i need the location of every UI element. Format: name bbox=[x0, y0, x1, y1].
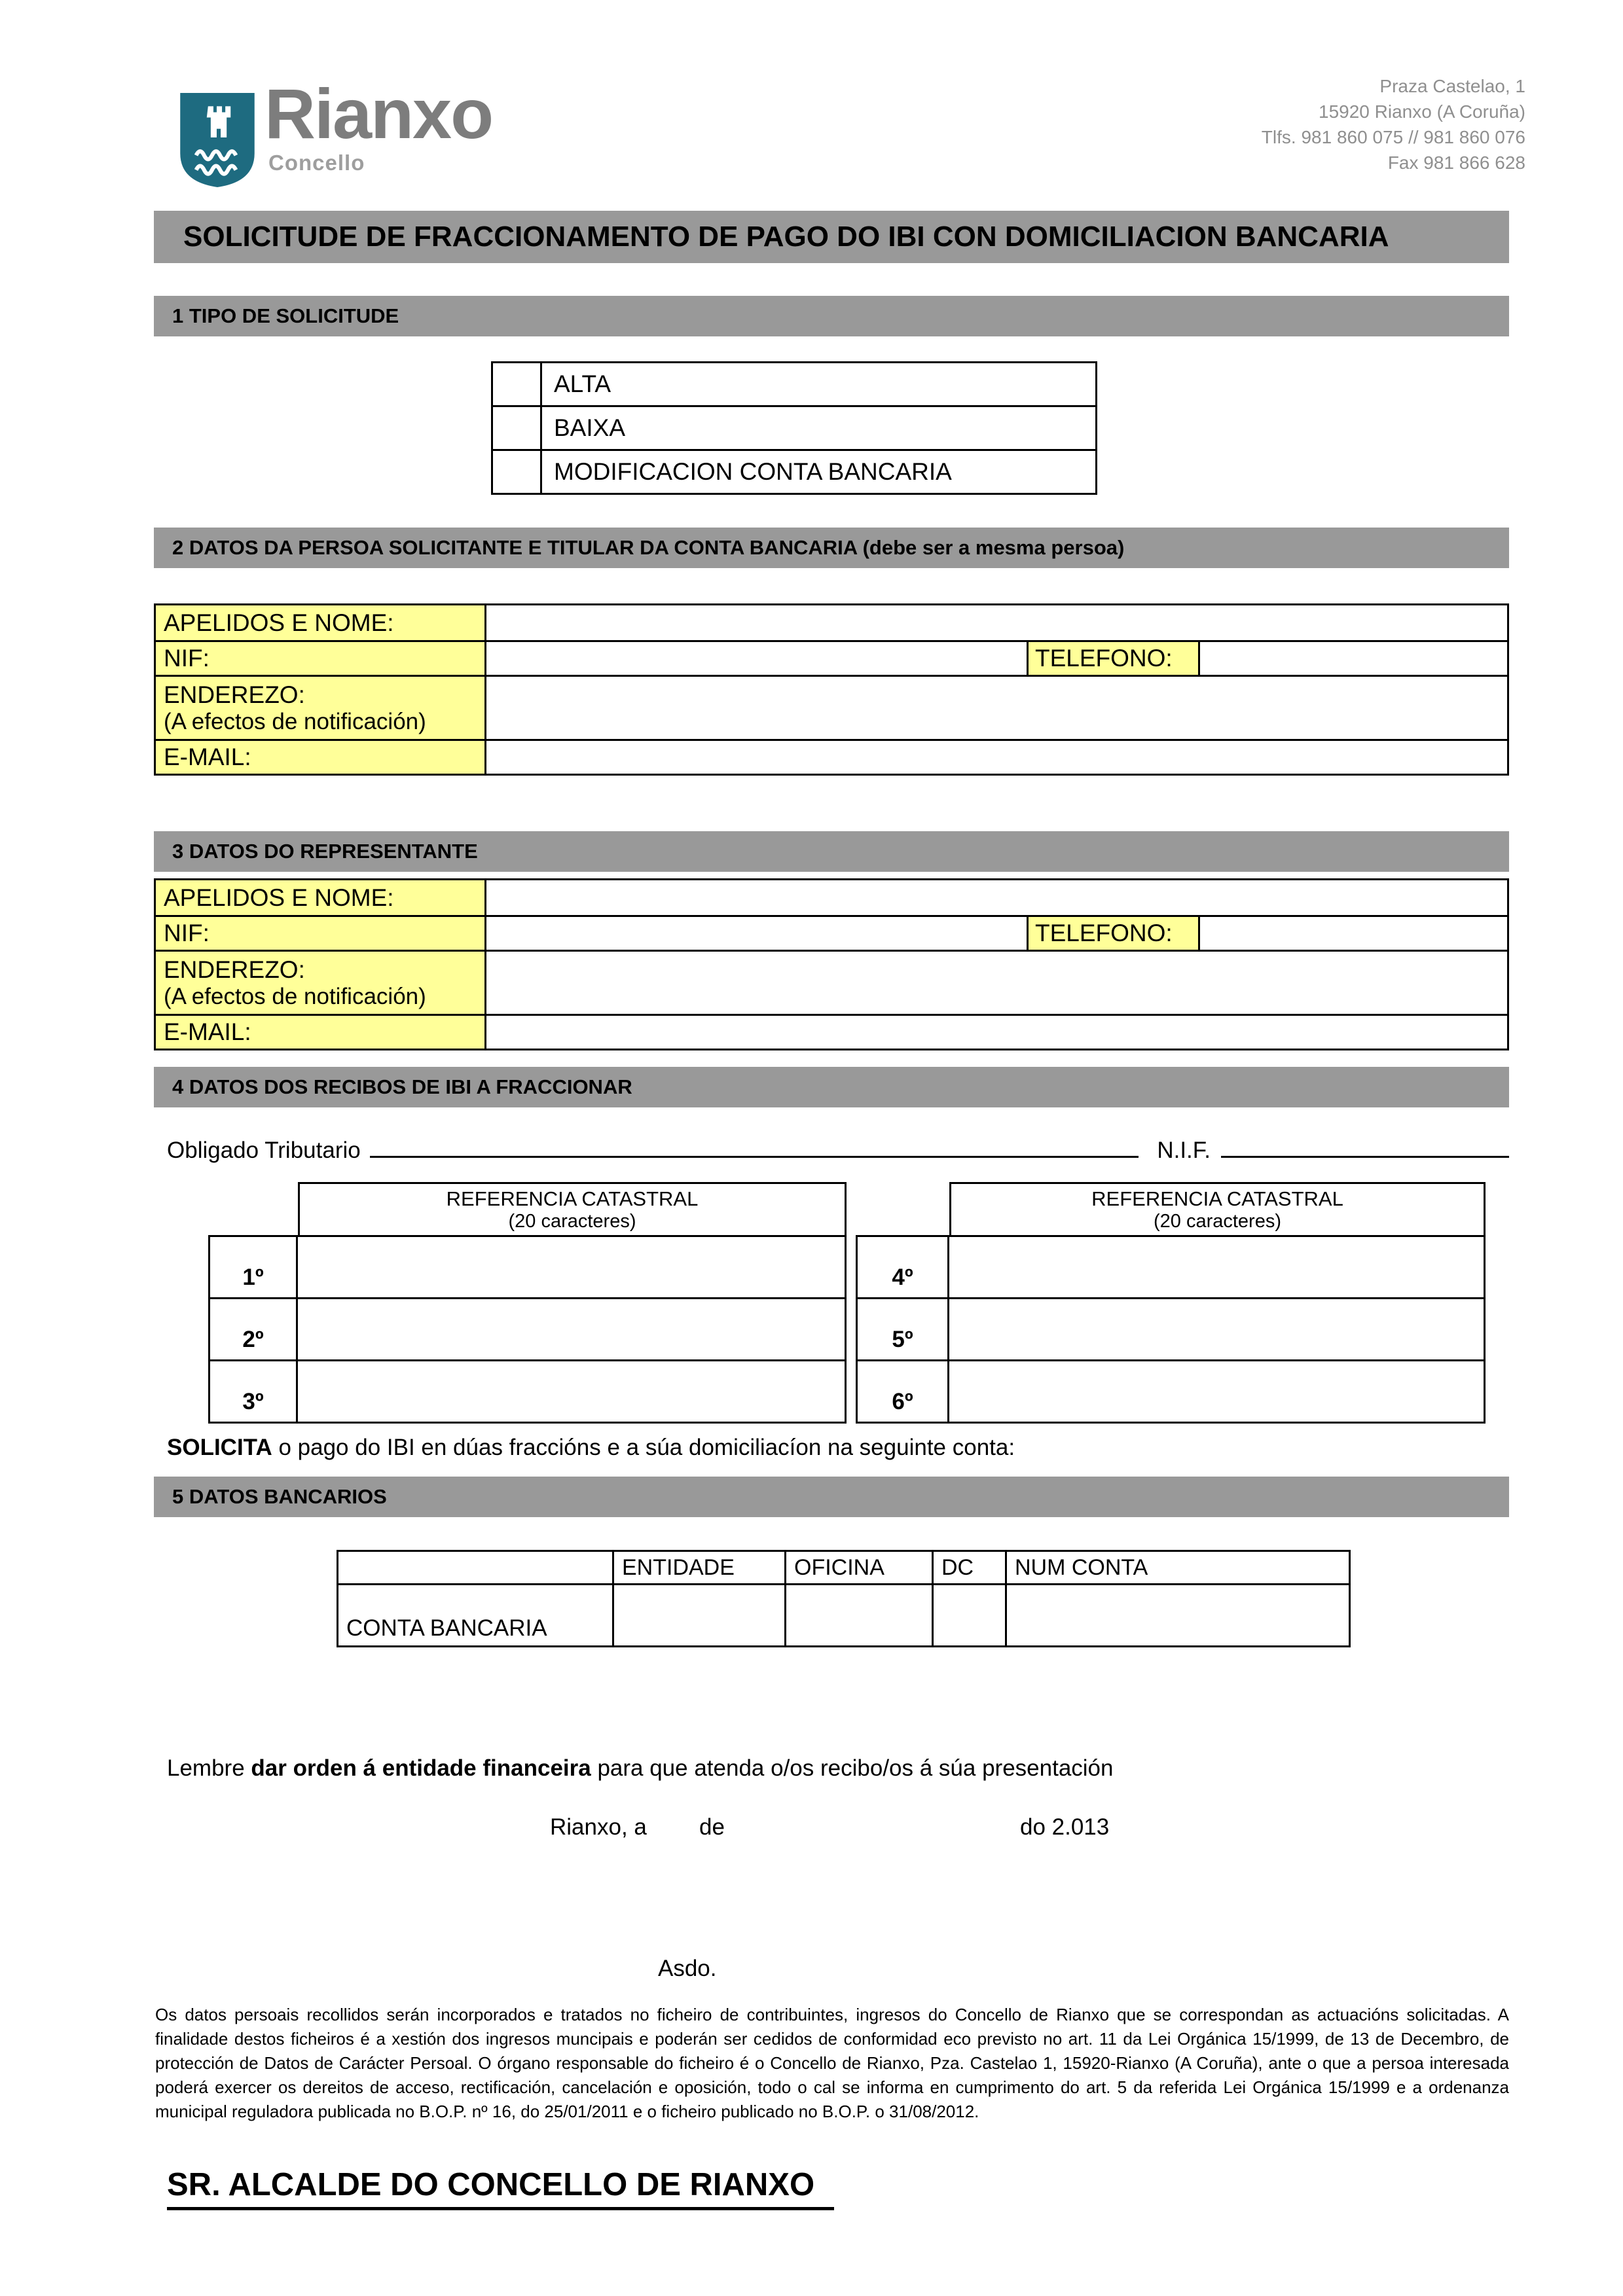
table-row bbox=[858, 1237, 1484, 1297]
table-row bbox=[156, 1014, 1507, 1049]
date-year: do 2.013 bbox=[1020, 1814, 1110, 1840]
date-de: de bbox=[699, 1814, 725, 1840]
logo-wordmark: Rianxo bbox=[264, 74, 493, 153]
nif-line-label: N.I.F. bbox=[1157, 1138, 1211, 1163]
num-conta-input-cell[interactable] bbox=[1005, 1585, 1349, 1645]
email-input-cell[interactable] bbox=[486, 1016, 1507, 1049]
ref-catastral-input-5[interactable] bbox=[949, 1299, 1484, 1359]
enderezo-label bbox=[156, 677, 486, 739]
section-1-heading: 1 TIPO DE SOLICITUDE bbox=[154, 296, 1509, 336]
ref-catastral-header-right bbox=[949, 1182, 1486, 1237]
lembre-post: para que atenda o/os recibo/os á súa presentación bbox=[591, 1755, 1114, 1781]
applicant-data-table bbox=[154, 603, 1509, 776]
table-row bbox=[156, 675, 1507, 739]
table-row bbox=[338, 1585, 1349, 1645]
enderezo-label-line: ENDEREZO: bbox=[164, 681, 305, 708]
table-row bbox=[210, 1359, 845, 1422]
obligado-label: Obligado Tributario bbox=[167, 1138, 361, 1163]
table-row bbox=[156, 880, 1507, 915]
ref-catastral-subtitle: (20 caracteres) bbox=[508, 1210, 636, 1232]
section-4-heading: 4 DATOS DOS RECIBOS DE IBI A FRACCIONAR bbox=[154, 1067, 1509, 1107]
section-3-heading: 3 DATOS DO REPRESENTANTE bbox=[154, 831, 1509, 872]
table-row bbox=[156, 605, 1507, 640]
table-row bbox=[493, 363, 1095, 405]
alta-option-label: ALTA bbox=[554, 370, 611, 397]
solicita-rest: o pago do IBI en dúas fraccións e a súa domiciliacíon na seguinte conta: bbox=[272, 1435, 1015, 1460]
lembre-note bbox=[167, 1755, 1114, 1782]
entidade-header: ENTIDADE bbox=[612, 1552, 784, 1583]
addressee-title: SR. ALCALDE DO CONCELLO DE RIANXO bbox=[167, 2166, 834, 2210]
apelidos-label: APELIDOS E NOME: bbox=[156, 605, 486, 640]
row-number-label: 2º bbox=[210, 1299, 298, 1359]
telefono-input-cell[interactable] bbox=[1200, 917, 1507, 950]
table-row bbox=[858, 1359, 1484, 1422]
row-number-label: 3º bbox=[210, 1361, 298, 1422]
enderezo-note: (A efectos de notificación) bbox=[164, 708, 426, 734]
baixa-option-label: BAIXA bbox=[554, 414, 625, 441]
num-conta-header: NUM CONTA bbox=[1005, 1552, 1349, 1583]
ref-catastral-input-3[interactable] bbox=[298, 1361, 845, 1422]
lembre-pre: Lembre bbox=[167, 1755, 251, 1781]
modificacion-option-label: MODIFICACION CONTA BANCARIA bbox=[554, 458, 952, 485]
date-place-line bbox=[0, 1814, 1623, 1844]
logo-subtitle: Concello bbox=[268, 151, 365, 175]
ref-catastral-table-left bbox=[208, 1235, 847, 1424]
date-place: Rianxo, a bbox=[550, 1814, 647, 1840]
enderezo-input-cell[interactable] bbox=[486, 952, 1507, 1014]
document-title: SOLICITUDE DE FRACCIONAMENTO DE PAGO DO IBI CON DOMICILIACION BANCARIA bbox=[154, 211, 1509, 263]
obligado-input-line[interactable] bbox=[370, 1130, 1139, 1158]
ref-catastral-input-1[interactable] bbox=[298, 1237, 845, 1297]
email-input-cell[interactable] bbox=[486, 741, 1507, 774]
nif-label: NIF: bbox=[156, 917, 486, 950]
ref-catastral-header-left bbox=[298, 1182, 847, 1237]
apelidos-label: APELIDOS E NOME: bbox=[156, 880, 486, 915]
section-5-heading: 5 DATOS BANCARIOS bbox=[154, 1477, 1509, 1517]
table-row bbox=[156, 950, 1507, 1014]
municipality-address-block bbox=[1262, 73, 1525, 175]
enderezo-note: (A efectos de notificación) bbox=[164, 983, 426, 1009]
modificacion-checkbox-cell[interactable] bbox=[493, 451, 542, 493]
apelidos-input-cell[interactable] bbox=[486, 880, 1507, 915]
ref-catastral-input-6[interactable] bbox=[949, 1361, 1484, 1422]
lembre-bold: dar orden á entidade financeira bbox=[251, 1755, 591, 1781]
solicita-statement bbox=[167, 1435, 1015, 1461]
telefono-label: TELEFONO: bbox=[1027, 917, 1200, 950]
table-row bbox=[156, 915, 1507, 950]
dc-header: DC bbox=[932, 1552, 1005, 1583]
section-2-heading: 2 DATOS DA PERSOA SOLICITANTE E TITULAR DA CONTA BANCARIA (debe ser a mesma persoa) bbox=[154, 528, 1509, 568]
apelidos-input-cell[interactable] bbox=[486, 605, 1507, 640]
conta-bancaria-label: CONTA BANCARIA bbox=[346, 1615, 547, 1641]
ref-catastral-input-4[interactable] bbox=[949, 1237, 1484, 1297]
table-header-row bbox=[338, 1552, 1349, 1585]
enderezo-input-cell[interactable] bbox=[486, 677, 1507, 739]
email-label: E-MAIL: bbox=[156, 741, 486, 774]
table-row bbox=[156, 739, 1507, 774]
bank-header-empty bbox=[338, 1552, 612, 1583]
nif-input-line[interactable] bbox=[1221, 1130, 1509, 1158]
enderezo-label bbox=[156, 952, 486, 1014]
ref-catastral-input-2[interactable] bbox=[298, 1299, 845, 1359]
row-number-label: 6º bbox=[858, 1361, 949, 1422]
address-line: 15920 Rianxo (A Coruña) bbox=[1319, 101, 1525, 122]
ref-catastral-table-right bbox=[856, 1235, 1486, 1424]
entidade-input-cell[interactable] bbox=[612, 1585, 784, 1645]
table-row bbox=[858, 1297, 1484, 1359]
table-row bbox=[493, 405, 1095, 449]
solicita-bold: SOLICITA bbox=[167, 1435, 272, 1460]
address-line: Tlfs. 981 860 075 // 981 860 076 bbox=[1261, 127, 1525, 147]
bank-account-table bbox=[337, 1550, 1351, 1647]
obligado-tributario-line bbox=[167, 1130, 1509, 1164]
telefono-label: TELEFONO: bbox=[1027, 642, 1200, 675]
request-type-table bbox=[491, 361, 1097, 495]
data-protection-notice: Os datos persoais recollidos serán incorporados e tratados no ficheiro de contribuintes, ingresos do Concello de Rianxo que se correspondan as actuacións solicitadas. A finalidade destos ficheiros é a xestión dos ingresos muncipais e poderán ser cedidos de conformidad eco previsto no art. 11 da Lei Orgánica 15/1999, de 13 de Decembro, de protección de Datos de Carácter Persoal. O órgano responsable do ficheiro é o Concello de Rianxo, Pza. Castelao 1, 15920-Rianxo (A Coruña), ante o que a persoa interesada poderá exercer os dereitos de acceso, rectificación, cancelación e oposición, todo o cal se informa en cumprimento do art. 5 da referida Lei Orgánica 15/1999 e a ordenanza municipal reguladora publicada no B.O.P. nº 16, do 25/01/2011 e o ficheiro publicado no B.O.P. o 31/08/2012. bbox=[155, 2005, 1509, 2121]
enderezo-label-line: ENDEREZO: bbox=[164, 956, 305, 983]
ref-catastral-title: REFERENCIA CATASTRAL bbox=[446, 1187, 699, 1210]
nif-input-cell[interactable] bbox=[486, 642, 1027, 675]
nif-input-cell[interactable] bbox=[486, 917, 1027, 950]
email-label: E-MAIL: bbox=[156, 1016, 486, 1049]
oficina-header: OFICINA bbox=[784, 1552, 932, 1583]
row-number-label: 1º bbox=[210, 1237, 298, 1297]
signature-label: Asdo. bbox=[658, 1956, 717, 1981]
table-row bbox=[493, 449, 1095, 493]
rianxo-shield-logo-icon bbox=[175, 90, 259, 190]
representative-data-table bbox=[154, 878, 1509, 1050]
row-number-label: 4º bbox=[858, 1237, 949, 1297]
address-line: Praza Castelao, 1 bbox=[1379, 76, 1525, 96]
baixa-checkbox-cell[interactable] bbox=[493, 407, 542, 449]
ref-catastral-title: REFERENCIA CATASTRAL bbox=[1091, 1187, 1343, 1210]
oficina-input-cell[interactable] bbox=[784, 1585, 932, 1645]
address-line: Fax 981 866 628 bbox=[1387, 152, 1525, 173]
alta-checkbox-cell[interactable] bbox=[493, 363, 542, 405]
table-row bbox=[156, 640, 1507, 675]
table-row bbox=[210, 1297, 845, 1359]
dc-input-cell[interactable] bbox=[932, 1585, 1005, 1645]
row-number-label: 5º bbox=[858, 1299, 949, 1359]
telefono-input-cell[interactable] bbox=[1200, 642, 1507, 675]
ref-catastral-subtitle: (20 caracteres) bbox=[1153, 1210, 1281, 1232]
table-row bbox=[210, 1237, 845, 1297]
nif-label: NIF: bbox=[156, 642, 486, 675]
